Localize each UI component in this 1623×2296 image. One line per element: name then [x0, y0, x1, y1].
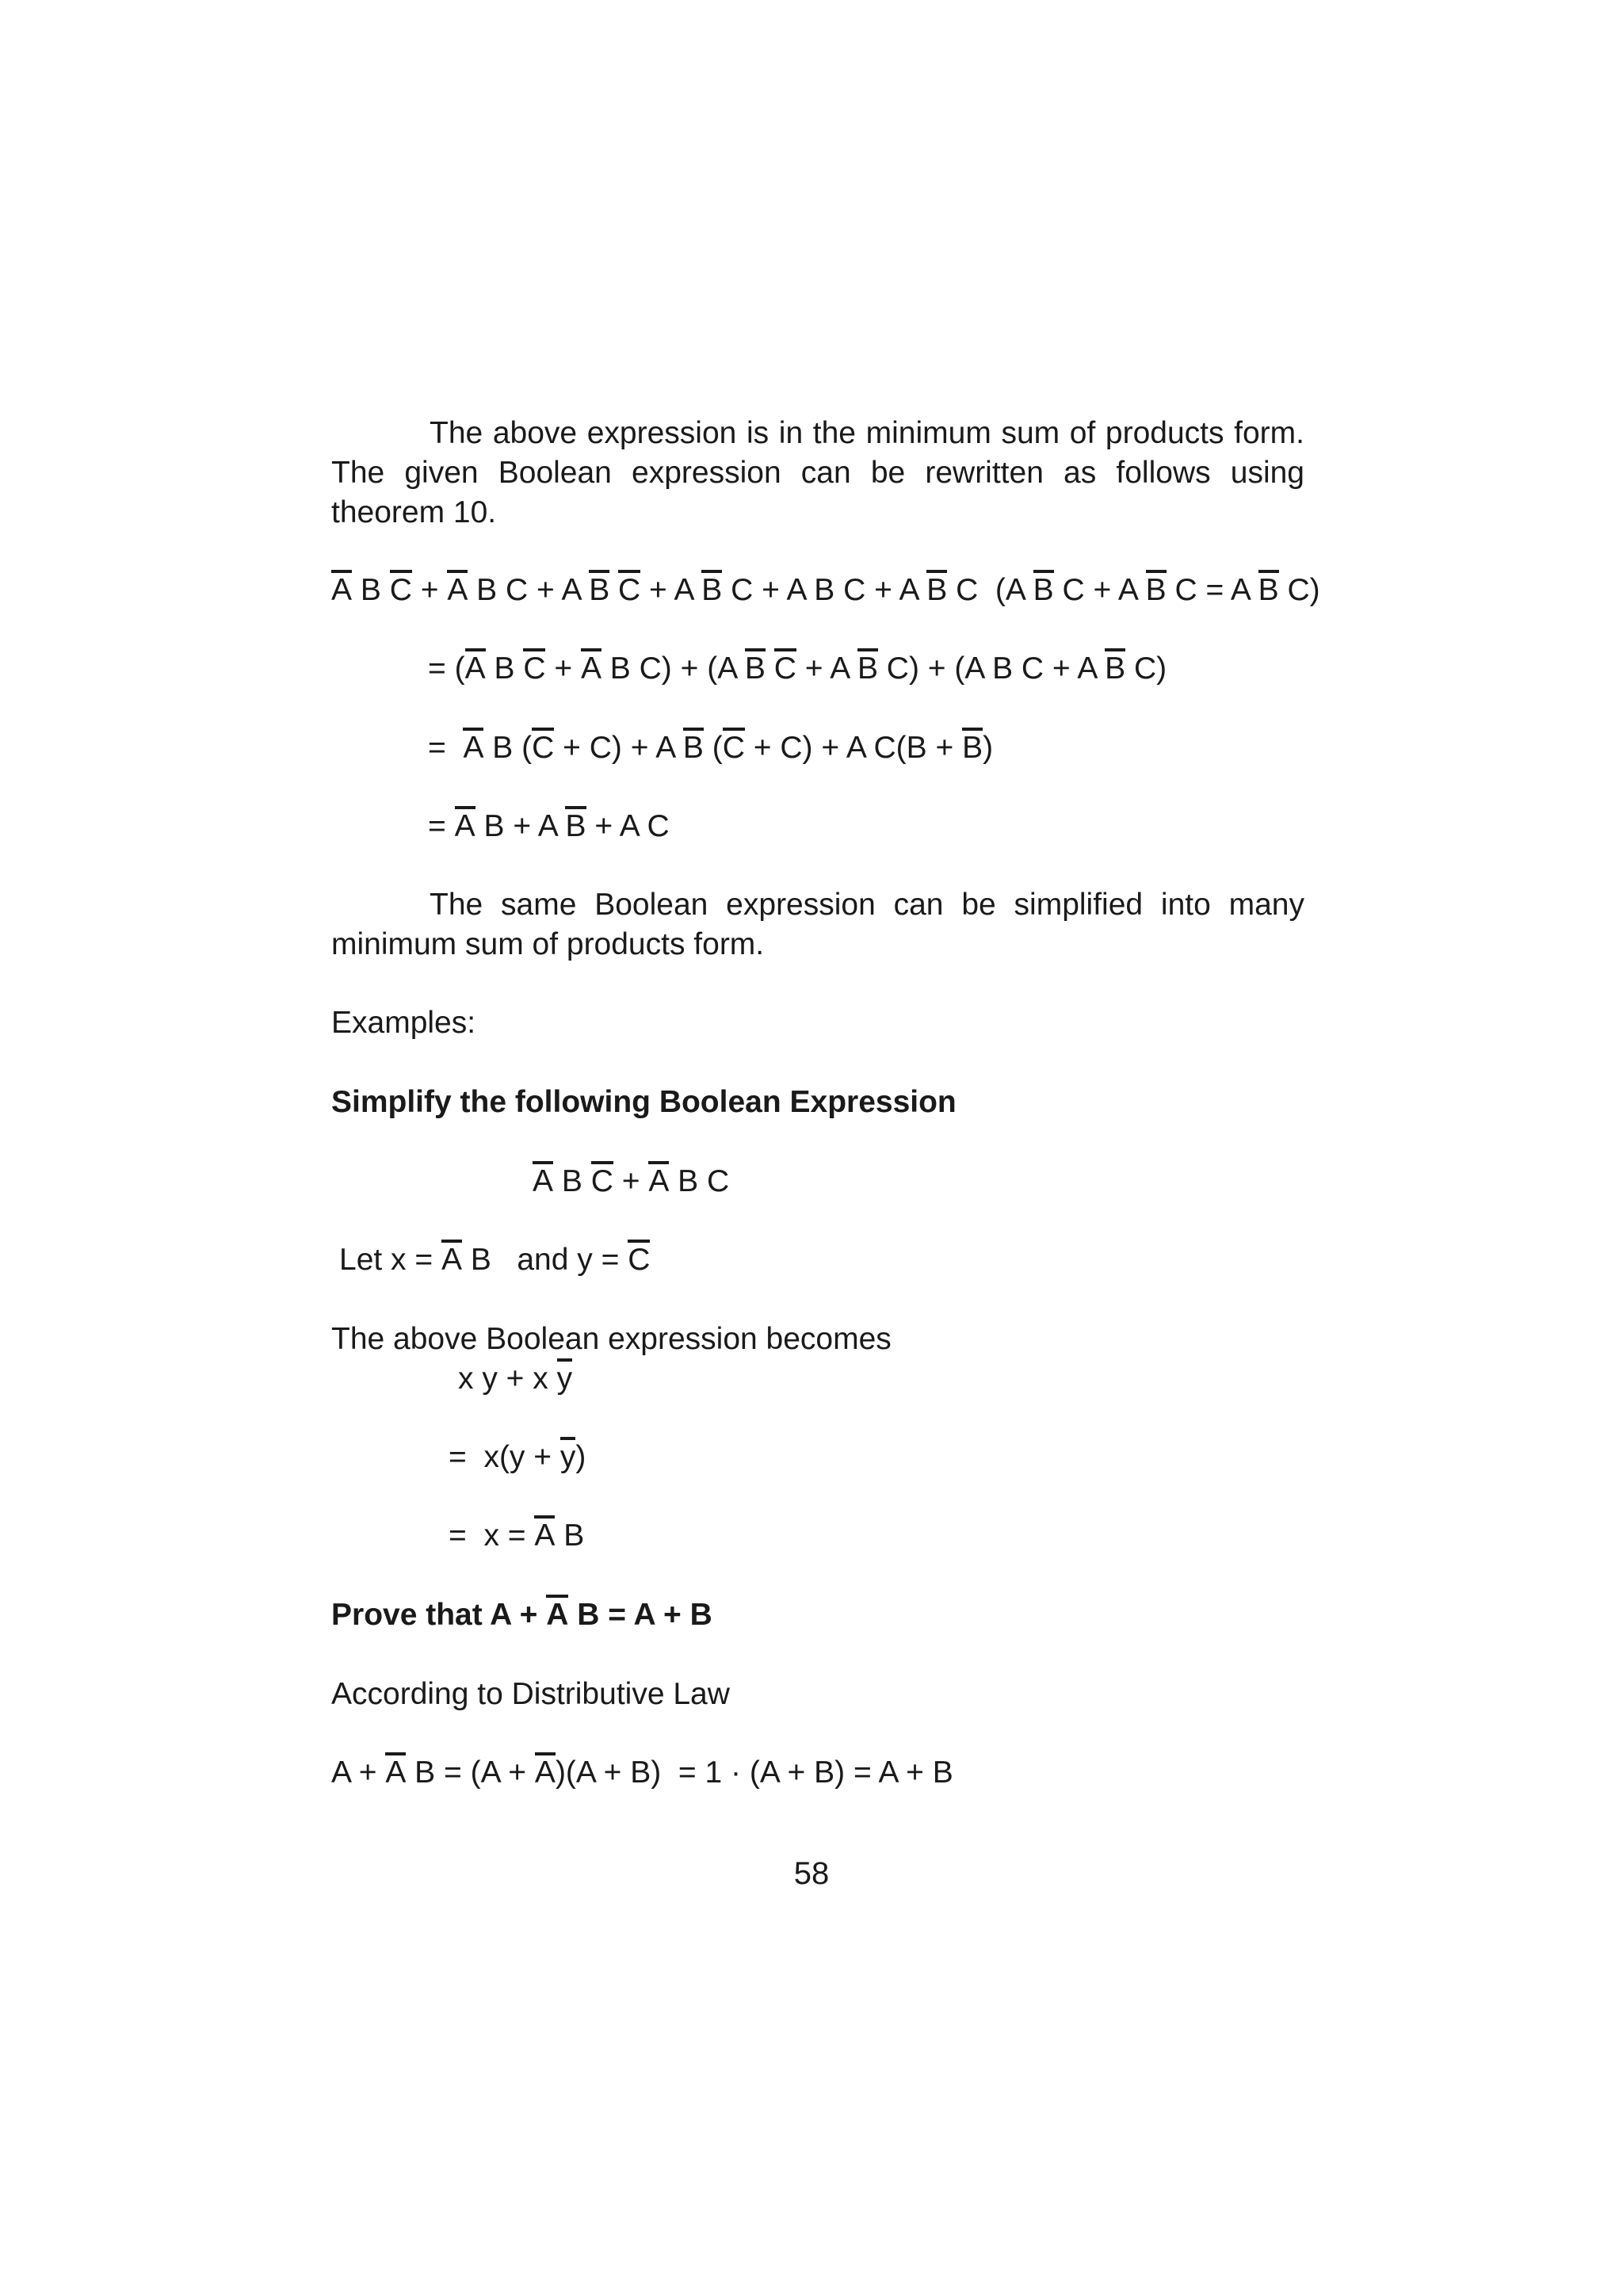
equation-text: ) — [575, 1440, 586, 1474]
equation-text: ) — [983, 731, 994, 765]
equation-text: + C) + A — [554, 731, 683, 765]
complemented-variable: C — [723, 728, 745, 768]
equation-text: A + — [331, 1755, 386, 1790]
complemented-variable: A — [385, 1753, 406, 1793]
equation-text: x y + x — [458, 1362, 557, 1396]
paragraph-simplify-text: The same Boolean expression can be simplified into many minimum sum of products form. — [331, 888, 1304, 961]
complemented-variable: A — [533, 1162, 553, 1201]
paragraph-simplify — [331, 885, 1304, 965]
equation-text: B + A — [475, 809, 566, 843]
prove-prefix: Prove that — [331, 1598, 483, 1632]
complemented-variable: A — [581, 649, 601, 689]
equation-text: C) — [1278, 573, 1320, 607]
simplify-step-2 — [449, 1516, 1422, 1556]
complemented-variable: C — [532, 728, 554, 768]
equation-text: C) + (A B C + A — [877, 651, 1106, 686]
distributive-law-text: According to Distributive Law — [331, 1677, 730, 1711]
equation-text: )(A + B) = 1 · (A + B) = A + B — [555, 1755, 953, 1790]
complemented-variable: B — [1146, 571, 1167, 610]
equation-text: + A — [640, 573, 702, 607]
equation-text: = ( — [428, 651, 465, 686]
let-substitution — [339, 1240, 1312, 1280]
complemented-variable: B — [1033, 571, 1054, 610]
complemented-variable: B — [857, 649, 878, 689]
complemented-variable: B — [962, 728, 983, 768]
equation-text: C + A — [1053, 573, 1146, 607]
equation-text — [766, 651, 774, 686]
equation-text: = — [428, 809, 455, 843]
equation-text: C (A — [947, 573, 1033, 607]
complemented-variable: C — [774, 649, 796, 689]
equation-text: + — [411, 573, 448, 607]
equation-text: = — [428, 731, 464, 765]
complemented-variable: A — [447, 571, 468, 610]
complemented-variable: y — [560, 1438, 576, 1477]
complemented-variable: B — [589, 571, 609, 610]
complemented-variable: B — [701, 571, 722, 610]
equation-text — [609, 573, 618, 607]
complemented-variable: A — [463, 728, 483, 768]
equation-text: B C — [669, 1164, 730, 1198]
equation-text: C) — [1125, 651, 1167, 686]
equation-line-4 — [428, 807, 1401, 846]
equation-text: = x(y + — [449, 1440, 560, 1474]
complemented-variable: A — [535, 1753, 556, 1793]
expression-xy — [458, 1359, 1431, 1399]
complemented-variable: C — [618, 571, 640, 610]
paragraph-intro-text: The above expression is in the minimum sum of products form. The given Boolean expression can be rewritten as follows using theorem 10. — [331, 416, 1304, 529]
complemented-variable: B — [565, 807, 586, 846]
complemented-variable: A — [648, 1162, 669, 1201]
complemented-variable: C — [523, 649, 545, 689]
equation-text: C + A B C + A — [722, 573, 927, 607]
equation-text: ( — [703, 731, 723, 765]
distributive-proof — [331, 1753, 1304, 1793]
equation-text: + — [545, 651, 581, 686]
complemented-variable: A — [455, 807, 475, 846]
equation-text: + C) + A C(B + — [744, 731, 963, 765]
expression-to-simplify — [533, 1162, 1506, 1201]
examples-label: Examples: — [331, 1006, 476, 1040]
equation-text: A + — [490, 1598, 547, 1632]
equation-text: = x = — [449, 1519, 535, 1553]
complemented-variable: B — [745, 649, 766, 689]
becomes-text: The above Boolean expression becomes — [331, 1322, 892, 1356]
equation-text: B ( — [483, 731, 533, 765]
equation-text: + A C — [586, 809, 670, 843]
complemented-variable: B — [1258, 571, 1279, 610]
simplify-step-1 — [449, 1438, 1422, 1477]
complemented-variable: A — [441, 1240, 462, 1280]
equation-text: B and y = — [462, 1243, 628, 1277]
equation-text: B — [485, 651, 524, 686]
equation-text: + — [613, 1164, 649, 1198]
page-number: 58 — [793, 1856, 830, 1891]
equation-text: B = (A + — [406, 1755, 535, 1790]
complemented-variable: y — [557, 1359, 573, 1399]
equation-text: B = A + B — [568, 1598, 712, 1632]
complemented-variable: A — [546, 1595, 568, 1635]
complemented-variable: A — [534, 1516, 555, 1556]
complemented-variable: C — [628, 1240, 650, 1280]
equation-text: + A — [796, 651, 857, 686]
equation-text: B C + A — [468, 573, 590, 607]
equation-text: Let x = — [339, 1243, 441, 1277]
complemented-variable: C — [591, 1162, 613, 1201]
equation-text: B — [553, 1164, 591, 1198]
prove-expression — [490, 1598, 712, 1632]
equation-line-1 — [331, 571, 1320, 610]
equation-text: B — [555, 1519, 585, 1553]
complemented-variable: B — [1105, 649, 1125, 689]
complemented-variable: A — [331, 571, 352, 610]
equation-text: B — [352, 573, 390, 607]
equation-text: B C) + (A — [601, 651, 745, 686]
complemented-variable: A — [465, 649, 486, 689]
equation-text: C = A — [1166, 573, 1258, 607]
complemented-variable: C — [390, 571, 412, 610]
paragraph-intro — [331, 414, 1304, 533]
example-heading-simplify: Simplify the following Boolean Expression — [331, 1085, 957, 1119]
equation-line-2 — [428, 649, 1401, 689]
example-heading-prove — [331, 1595, 1304, 1635]
equation-line-3 — [428, 728, 1401, 768]
complemented-variable: B — [683, 728, 704, 768]
complemented-variable: B — [926, 571, 947, 610]
